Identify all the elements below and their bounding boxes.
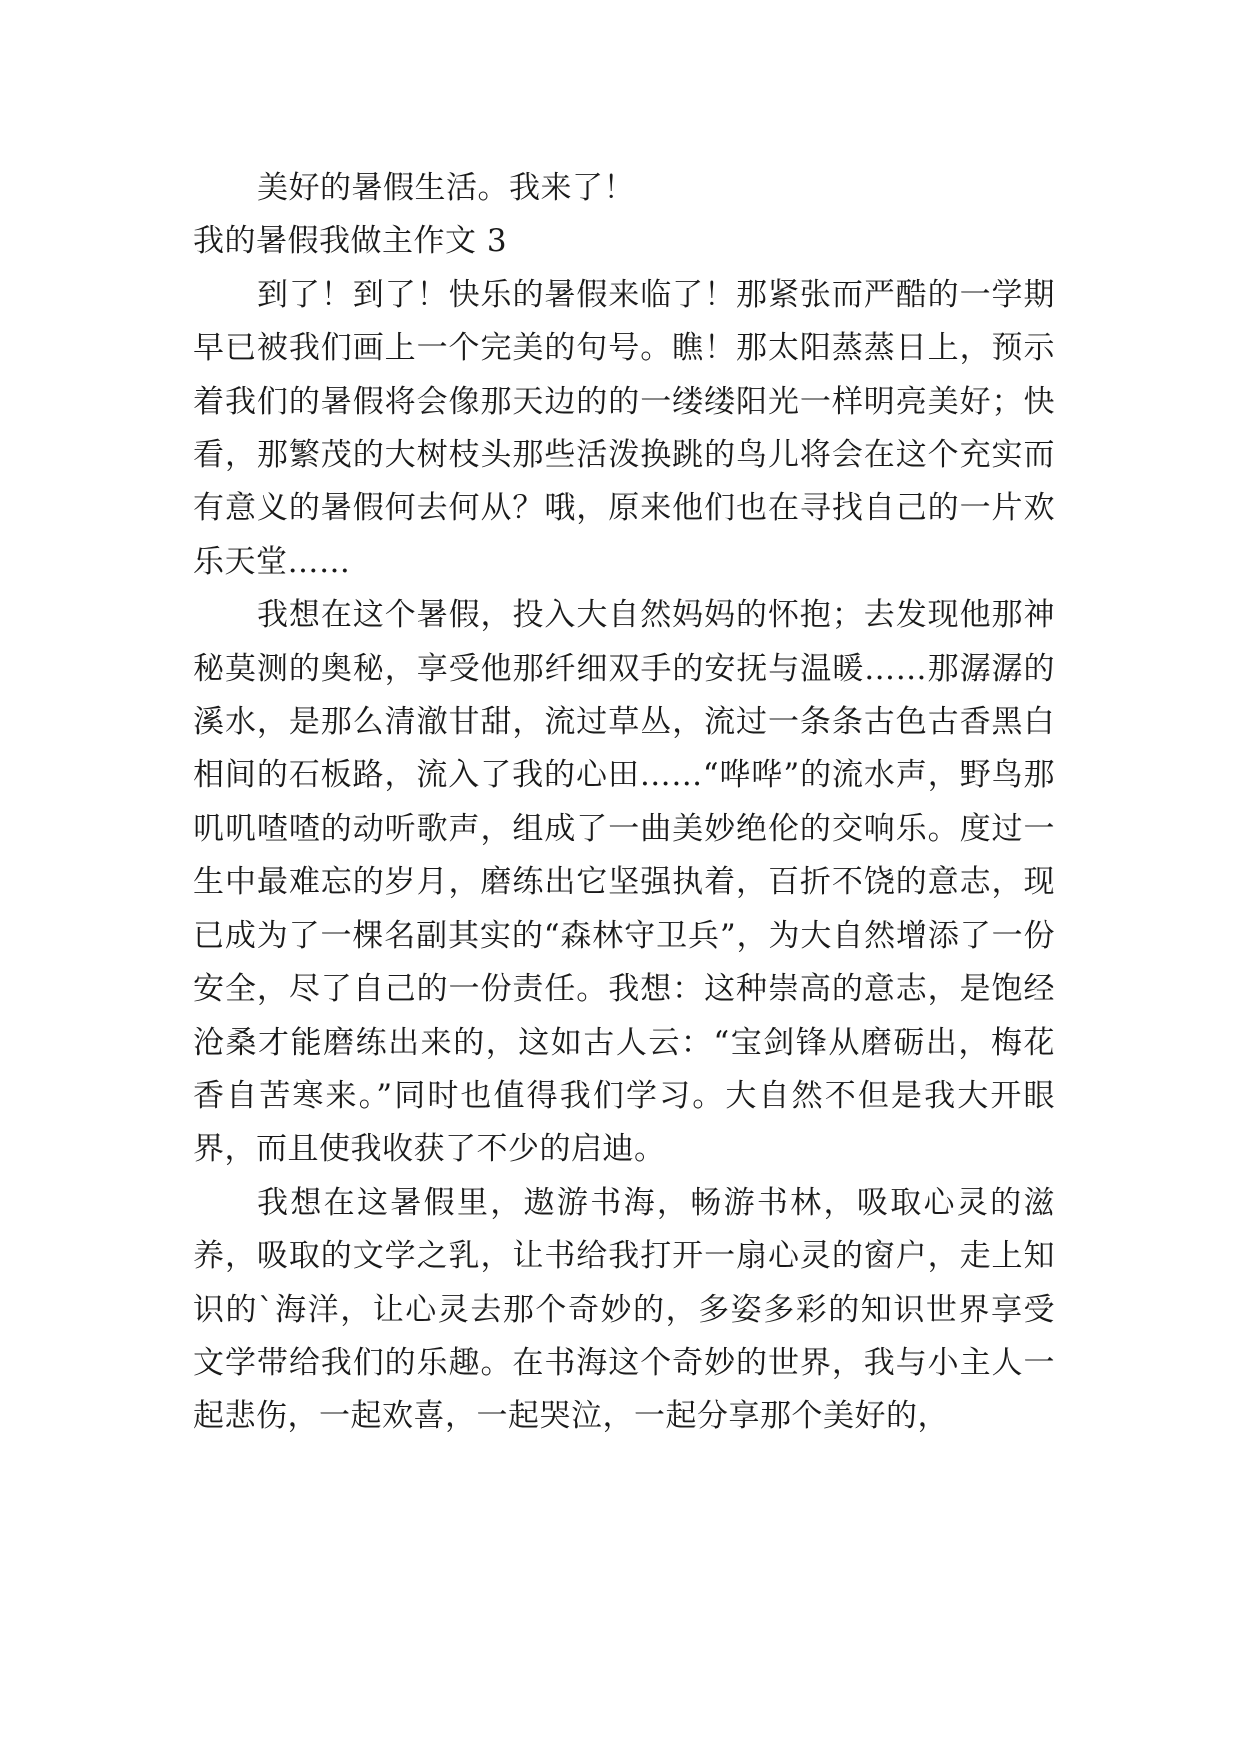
- closing-line: 美好的暑假生活。我来了！: [257, 170, 635, 206]
- paragraph-2: 我想在这个暑假，投入大自然妈妈的怀抱；去发现他那神秘莫测的奥秘，享受他那纤细双手的安抚与温暖……那潺潺的溪水，是那么清澈甘甜，流过草丛，流过一条条古色古香黑白相间的石板路，流入了我的心田……“哗哗”的流水声，野鸟那叽叽喳喳的动听歌声，组成了一曲美妙绝伦的交响乐。度过一生中最难忘的岁月，磨练出它坚强执着，百折不饶的意志，现已成为了一棵名副其实的“森林守卫兵”，为大自然增添了一份安全，尽了自己的一份责任。我想：这种崇高的意志，是饱经沧桑才能磨练出来的，这如古人云：“宝剑锋从磨砺出，梅花香自苦寒来。”同时也值得我们学习。大自然不但是我大开眼界，而且使我收获了不少的启迪。: [193, 597, 1055, 1168]
- paragraph-3: 我想在这暑假里，遨游书海，畅游书林，吸取心灵的滋养，吸取的文学之乳，让书给我打开一扇心灵的窗户，走上知识的`海洋，让心灵去那个奇妙的，多姿多彩的知识世界享受文学带给我们的乐趣。在书海这个奇妙的世界，我与小主人一起悲伤，一起欢喜，一起哭泣，一起分享那个美好的，: [193, 1184, 1055, 1435]
- paragraph-1: 到了！到了！快乐的暑假来临了！那紧张而严酷的一学期早已被我们画上一个完美的句号。瞧！那太阳蒸蒸日上，预示着我们的暑假将会像那天边的的一缕缕阳光一样明亮美好；快看，那繁茂的大树枝头那些活泼换跳的鸟儿将会在这个充实而有意义的暑假何去何从？哦，原来他们也在寻找自己的一片欢乐天堂……: [193, 276, 1055, 580]
- document-page: [193, 162, 1055, 1444]
- article-title: 我的暑假我做主作文 3: [193, 223, 508, 260]
